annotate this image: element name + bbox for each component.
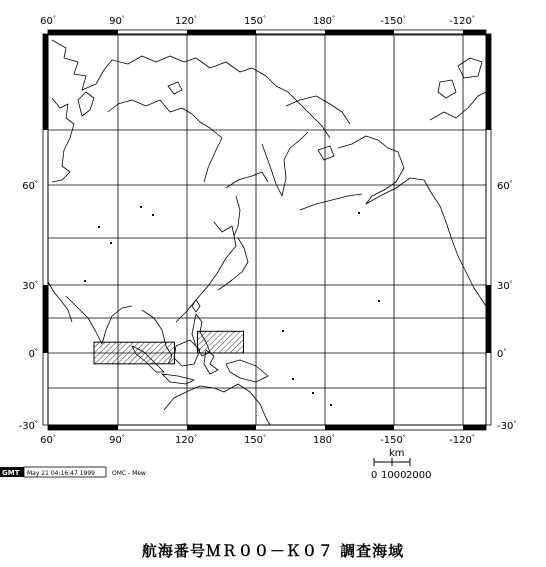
- island-dot: [330, 404, 332, 406]
- island-dot: [140, 206, 142, 208]
- latitude-label: 60°: [22, 180, 38, 192]
- island-dot: [358, 212, 360, 214]
- island-dot: [152, 214, 154, 216]
- frame-bar: [43, 34, 48, 130]
- island-dot: [312, 392, 314, 394]
- longitude-label: 180°: [312, 15, 336, 27]
- map-title: 航海番号ＭＲ００－Ｋ０７ 調査海域: [141, 542, 405, 560]
- island-dot: [292, 378, 294, 380]
- longitude-label: 90°: [109, 15, 125, 27]
- frame-band-left: [43, 34, 48, 425]
- scale-label-2000: 2000: [406, 470, 432, 481]
- scale-label-1000: 1000: [381, 470, 407, 481]
- longitude-label: 60°: [40, 15, 56, 27]
- frame-bar: [48, 30, 118, 35]
- longitude-label: 120°: [174, 434, 198, 446]
- longitude-label: 180°: [312, 434, 336, 446]
- latitude-label: 30°: [22, 280, 38, 292]
- longitude-label: 120°: [174, 15, 198, 27]
- scale-unit: km: [389, 448, 405, 459]
- latitude-label: 0°: [28, 348, 38, 360]
- survey-area-western-pacific-area: [198, 331, 244, 353]
- frame-bar: [43, 285, 48, 353]
- gmt-note: OMC - Mew: [112, 470, 146, 477]
- longitude-label: -120°: [449, 434, 475, 446]
- island-dot: [110, 242, 112, 244]
- frame-bar: [187, 425, 256, 430]
- scale-bar: [371, 448, 431, 481]
- longitude-label: -150°: [380, 15, 406, 27]
- longitude-label: 150°: [243, 434, 267, 446]
- island-dot: [98, 226, 100, 228]
- frame-band-right: [486, 34, 491, 425]
- latitude-label: -30°: [18, 420, 38, 432]
- longitude-label: 90°: [109, 434, 125, 446]
- longitude-label: -120°: [449, 15, 475, 27]
- latitude-labels-left: [19, 180, 38, 432]
- island-dot: [378, 300, 380, 302]
- longitude-labels-bottom: [40, 434, 475, 446]
- gmt-logo: GMT: [2, 469, 20, 477]
- frame-bar: [187, 30, 256, 35]
- longitude-labels-top: [40, 15, 475, 27]
- map-panel: [48, 34, 486, 425]
- frame-bar: [463, 425, 486, 430]
- latitude-label: -30°: [497, 420, 517, 432]
- latitude-label: 60°: [497, 180, 513, 192]
- island-dot: [282, 330, 284, 332]
- frame-bar: [48, 425, 118, 430]
- gmt-timestamp: [0, 467, 146, 477]
- latitude-labels-right: [497, 180, 516, 432]
- frame-bar: [325, 425, 394, 430]
- frame-bar: [486, 285, 491, 353]
- survey-area-indian-ocean-area: [94, 342, 175, 364]
- frame-bar: [486, 34, 491, 130]
- frame-bar: [463, 30, 486, 35]
- longitude-label: 150°: [243, 15, 267, 27]
- longitude-label: 60°: [40, 434, 56, 446]
- latitude-label: 0°: [497, 348, 507, 360]
- frame-band-bottom: [48, 425, 486, 430]
- gmt-date: May 21 04:16:47 1999: [27, 470, 95, 477]
- island-dot: [84, 280, 86, 282]
- latitude-label: 30°: [497, 280, 513, 292]
- frame-bar: [325, 30, 394, 35]
- longitude-label: -150°: [380, 434, 406, 446]
- scale-label-0: 0: [371, 470, 378, 481]
